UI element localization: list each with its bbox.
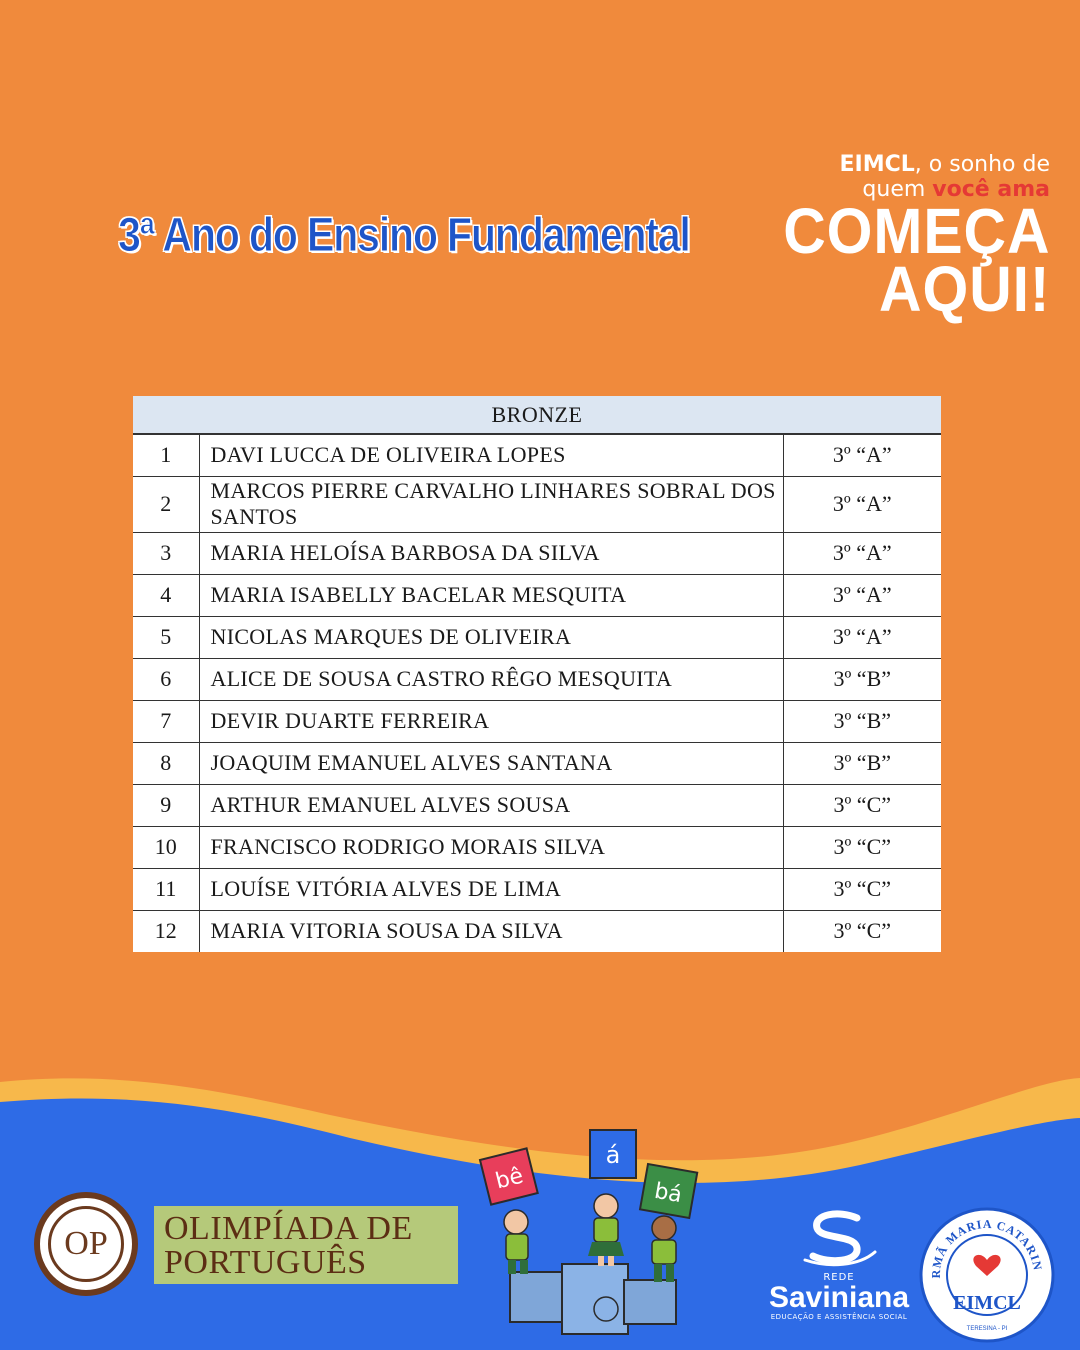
student-name: ALICE DE SOUSA CASTRO RÊGO MESQUITA [199, 658, 783, 700]
table-row [133, 658, 941, 700]
row-number: 1 [133, 434, 199, 476]
class-label: 3º “C” [783, 784, 941, 826]
row-number: 5 [133, 616, 199, 658]
slogan-line-2-start: quem [862, 177, 933, 202]
table-row [133, 434, 941, 476]
class-label: 3º “A” [783, 616, 941, 658]
student-name: DAVI LUCCA DE OLIVEIRA LOPES [199, 434, 783, 476]
op-line-2: PORTUGUÊS [164, 1244, 367, 1281]
podium-center [562, 1264, 628, 1334]
op-band [154, 1206, 458, 1284]
student-name: JOAQUIM EMANUEL ALVES SANTANA [199, 742, 783, 784]
podium-left [510, 1272, 566, 1322]
saviniana-s-icon [799, 1210, 879, 1268]
student-name: LOUÍSE VITÓRIA ALVES DE LIMA [199, 868, 783, 910]
row-number: 10 [133, 826, 199, 868]
class-label: 3º “A” [783, 574, 941, 616]
block-a-label: á [605, 1141, 621, 1169]
class-label: 3º “A” [783, 532, 941, 574]
table-row [133, 700, 941, 742]
slogan-big-1: COMEÇA [782, 195, 1050, 267]
row-number: 7 [133, 700, 199, 742]
slogan-big-2: AQUI! [878, 253, 1050, 325]
table-row [133, 532, 941, 574]
row-number: 2 [133, 476, 199, 532]
results-table [133, 396, 941, 952]
table-row [133, 616, 941, 658]
op-line-1: OLIMPÍADA DE [164, 1210, 413, 1247]
student-name: MARIA VITORIA SOUSA DA SILVA [199, 910, 783, 952]
table-header: BRONZE [133, 396, 941, 434]
student-name: ARTHUR EMANUEL ALVES SOUSA [199, 784, 783, 826]
table-row [133, 574, 941, 616]
student-name: FRANCISCO RODRIGO MORAIS SILVA [199, 826, 783, 868]
block-ba-label: bá [652, 1178, 684, 1209]
block-ba [640, 1164, 697, 1218]
class-label: 3º “C” [783, 868, 941, 910]
block-be-label: bê [493, 1163, 526, 1195]
saviniana-subtitle: EDUCAÇÃO E ASSISTÊNCIA SOCIAL [770, 1313, 908, 1321]
seal-ring-icon [918, 1206, 1056, 1344]
class-label: 3º “C” [783, 826, 941, 868]
student-name: DEVIR DUARTE FERREIRA [199, 700, 783, 742]
table-row [133, 868, 941, 910]
table-row [133, 476, 941, 532]
student-name: MARCOS PIERRE CARVALHO LINHARES SOBRAL DOS SANTOS [199, 476, 783, 532]
saviniana-prefix: REDE [823, 1272, 855, 1283]
kids-podium-illustration [466, 1124, 716, 1346]
slogan-line-1-rest: , o sonho de [914, 152, 1050, 177]
saviniana-name: Saviniana [768, 1281, 910, 1314]
op-mark: OP [48, 1206, 124, 1282]
table-row [133, 826, 941, 868]
row-number: 12 [133, 910, 199, 952]
slogan [760, 152, 1050, 325]
table-row [133, 784, 941, 826]
seal-name: EIMCL [953, 1292, 1021, 1314]
seal-city: TERESINA - PI [966, 1326, 1008, 1332]
olimpiada-logo [34, 1192, 426, 1296]
class-label: 3º “B” [783, 700, 941, 742]
row-number: 11 [133, 868, 199, 910]
eimcl-seal [918, 1206, 1056, 1344]
class-label: 3º “C” [783, 910, 941, 952]
block-a [590, 1130, 636, 1178]
class-label: 3º “B” [783, 658, 941, 700]
class-label: 3º “B” [783, 742, 941, 784]
kid-left [504, 1210, 528, 1274]
class-label: 3º “A” [783, 476, 941, 532]
row-number: 8 [133, 742, 199, 784]
row-number: 9 [133, 784, 199, 826]
student-name: MARIA HELOÍSA BARBOSA DA SILVA [199, 532, 783, 574]
saviniana-logo [764, 1210, 914, 1321]
row-number: 4 [133, 574, 199, 616]
slogan-brand: EIMCL [839, 152, 915, 177]
page-title: 3ª Ano do Ensino Fundamental [118, 209, 690, 262]
table-header-row [133, 396, 941, 434]
slogan-line-1 [760, 152, 1050, 178]
slogan-accent: você ama [932, 177, 1050, 202]
row-number: 3 [133, 532, 199, 574]
seal-ring-text: RMÃ MARIA CATARIN [928, 1216, 1045, 1279]
class-label: 3º “A” [783, 434, 941, 476]
student-name: NICOLAS MARQUES DE OLIVEIRA [199, 616, 783, 658]
student-name: MARIA ISABELLY BACELAR MESQUITA [199, 574, 783, 616]
kid-center [588, 1194, 624, 1266]
op-emblem [34, 1192, 138, 1296]
table-row [133, 910, 941, 952]
block-be [480, 1148, 538, 1204]
table-body [133, 434, 941, 952]
podium-right [624, 1280, 676, 1324]
row-number: 6 [133, 658, 199, 700]
table-row [133, 742, 941, 784]
kid-right [652, 1216, 676, 1282]
